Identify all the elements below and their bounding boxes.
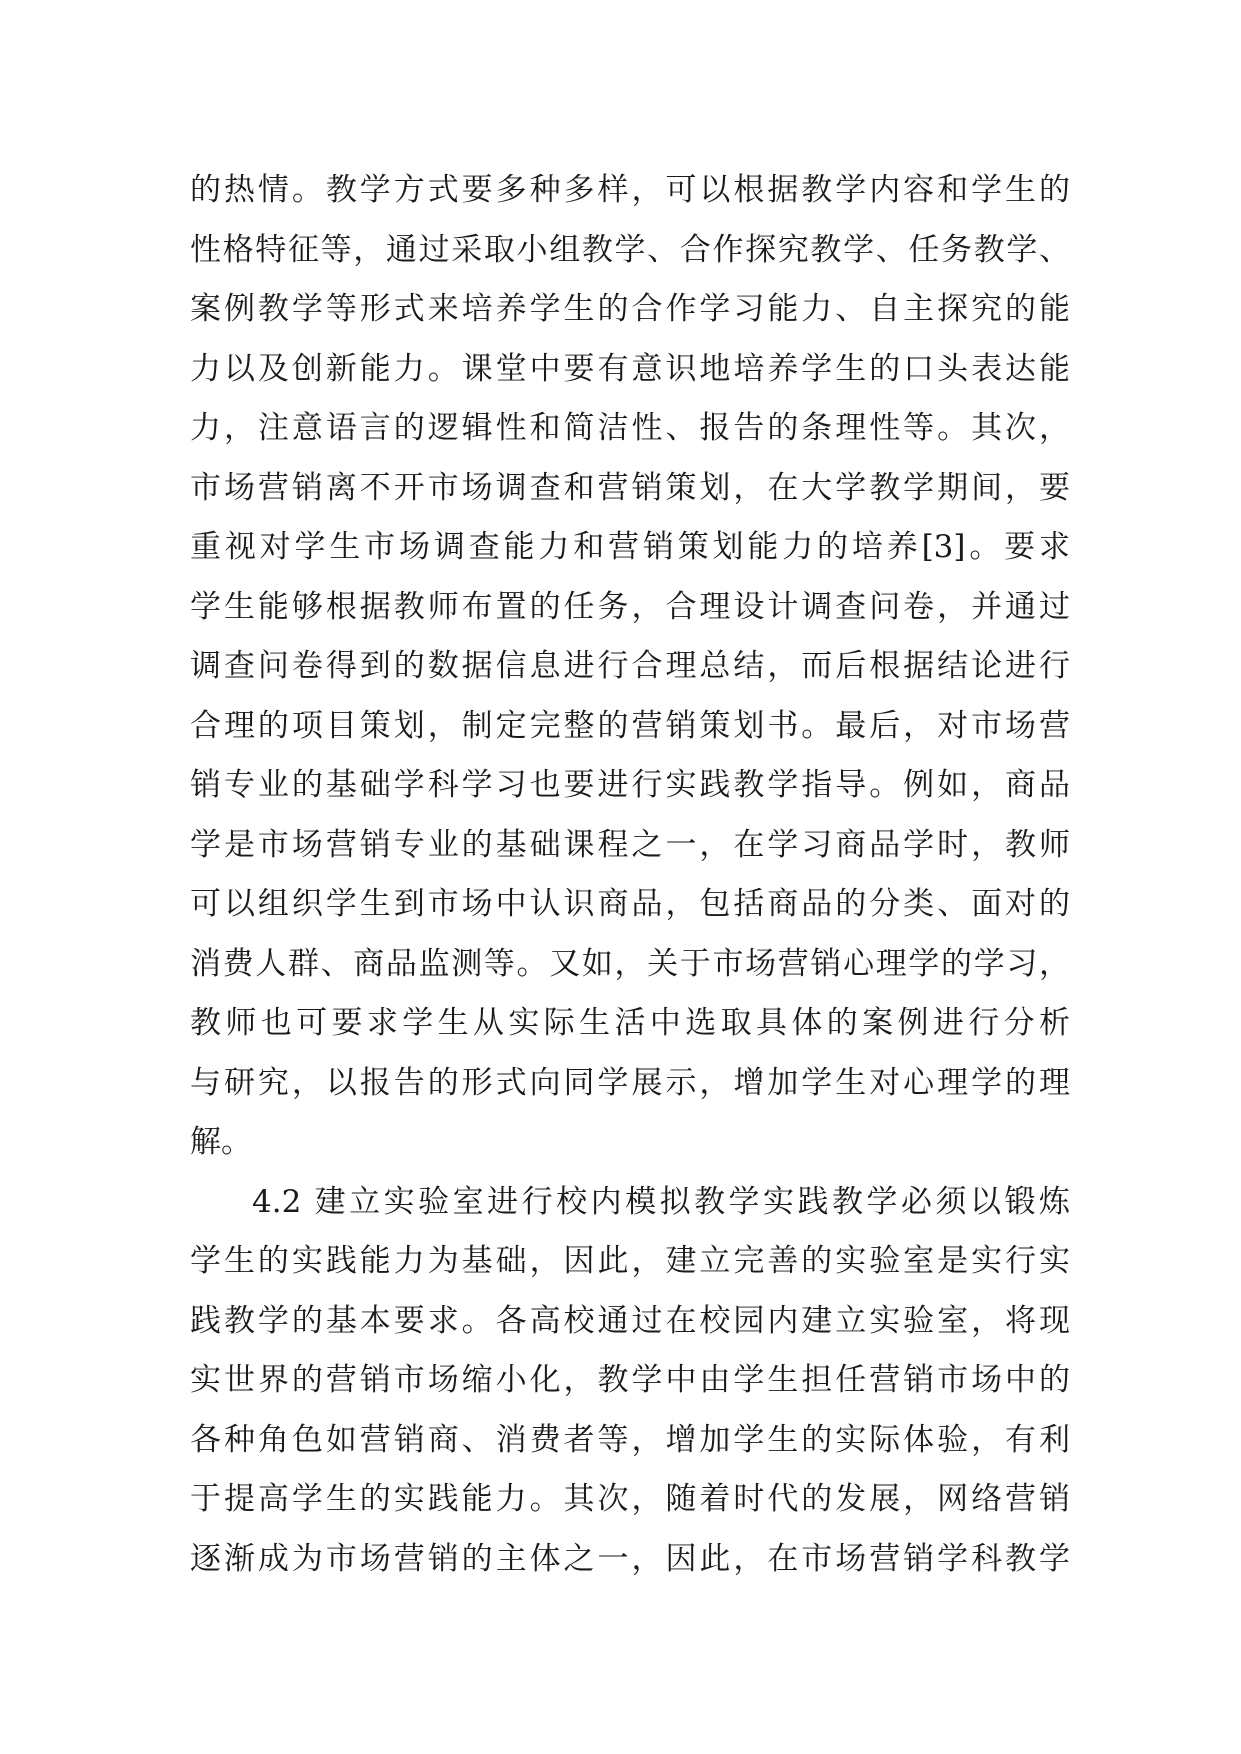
text-line: 的热情。教学方式要多种多样，可以根据教学内容和学生的	[190, 172, 1070, 208]
text-line: 案例教学等形式来培养学生的合作学习能力、自主探究的能	[190, 291, 1070, 327]
text-line: 市场营销离不开市场调查和营销策划，在大学教学期间，要	[190, 469, 1070, 506]
text-line: 逐渐成为市场营销的主体之一，因此，在市场营销学科教学	[190, 1540, 1070, 1577]
text-line: 各种角色如营销商、消费者等，增加学生的实际体验，有利	[190, 1421, 1070, 1458]
text-line: 调查问卷得到的数据信息进行合理总结，而后根据结论进行	[190, 648, 1070, 684]
text-line: 学是市场营销专业的基础课程之一，在学习商品学时，教师	[190, 826, 1070, 863]
text-line: 性格特征等，通过采取小组教学、合作探究教学、任务教学、	[190, 231, 1070, 268]
text-line: 解。	[190, 1124, 252, 1160]
text-line: 重视对学生市场调查能力和营销策划能力的培养[3]。要求	[190, 529, 1070, 565]
text-line: 销专业的基础学科学习也要进行实践教学指导。例如，商品	[190, 767, 1070, 803]
text-line: 践教学的基本要求。各高校通过在校园内建立实验室，将现	[190, 1302, 1070, 1339]
text-line: 力，注意语言的逻辑性和简洁性、报告的条理性等。其次，	[190, 410, 1070, 446]
paragraph	[190, 1173, 1070, 1590]
text-line: 4.2 建立实验室进行校内模拟教学实践教学必须以锻炼	[252, 1183, 1070, 1220]
body-text	[190, 161, 1070, 1589]
paragraph	[190, 161, 1070, 1173]
text-line: 于提高学生的实践能力。其次，随着时代的发展，网络营销	[190, 1481, 1070, 1517]
text-line: 与研究，以报告的形式向同学展示，增加学生对心理学的理	[190, 1064, 1070, 1101]
text-line: 学生的实践能力为基础，因此，建立完善的实验室是实行实	[190, 1243, 1070, 1279]
text-line: 消费人群、商品监测等。又如，关于市场营销心理学的学习，	[190, 945, 1070, 982]
text-line: 学生能够根据教师布置的任务，合理设计调查问卷，并通过	[190, 588, 1070, 625]
text-line: 力以及创新能力。课堂中要有意识地培养学生的口头表达能	[190, 350, 1070, 387]
text-line: 可以组织学生到市场中认识商品，包括商品的分类、面对的	[190, 886, 1070, 922]
text-line: 教师也可要求学生从实际生活中选取具体的案例进行分析	[190, 1005, 1070, 1041]
text-line: 实世界的营销市场缩小化，教学中由学生担任营销市场中的	[190, 1362, 1070, 1398]
text-line: 合理的项目策划，制定完整的营销策划书。最后，对市场营	[190, 707, 1070, 744]
